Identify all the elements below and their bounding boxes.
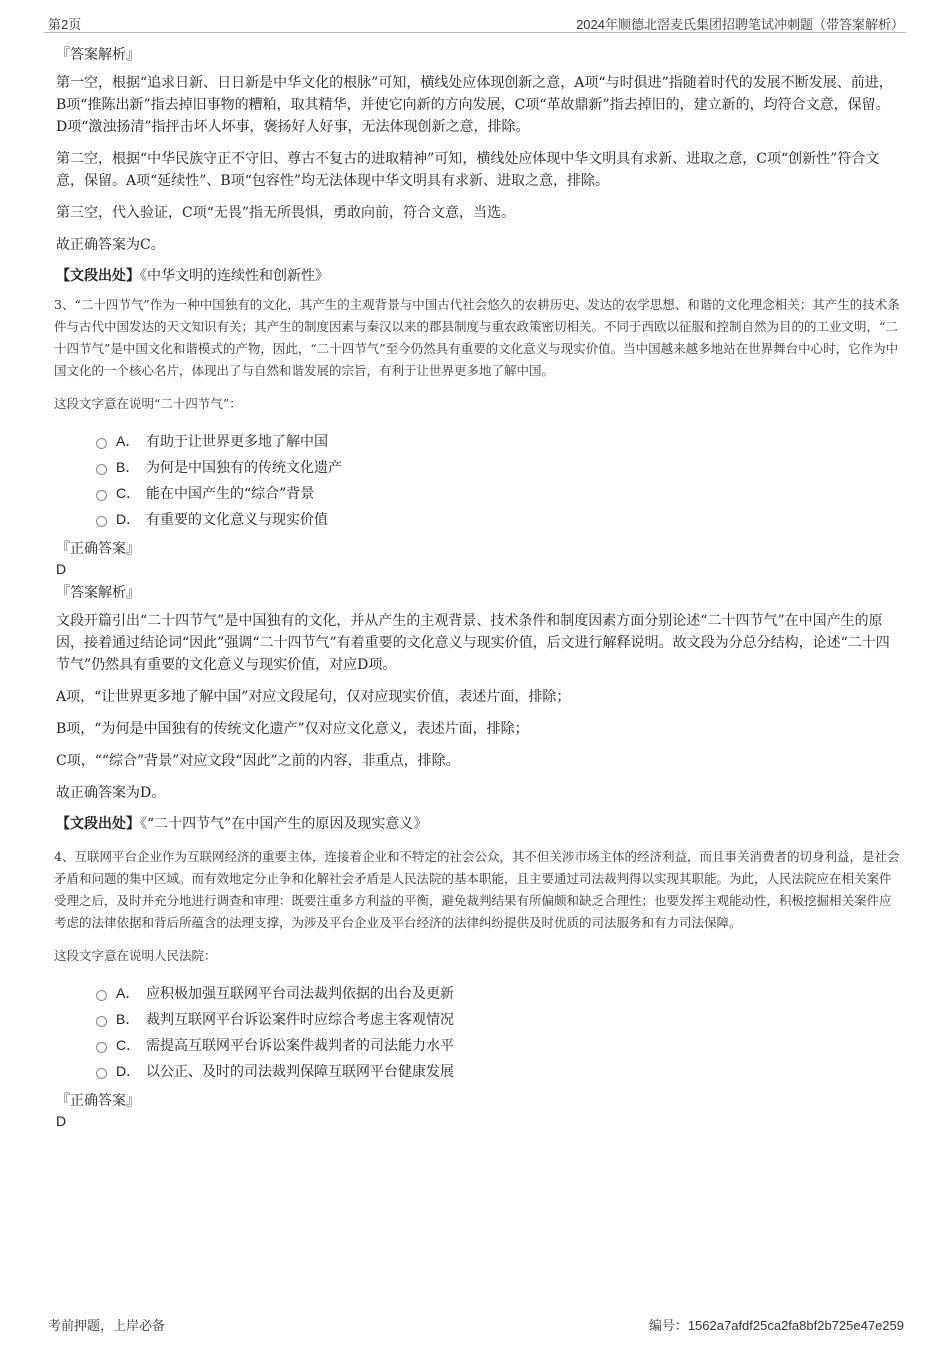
question-3	[56, 294, 900, 834]
q3-analysis-paragraph: C项，““综合”背景”对应文段“因此”之前的内容，非重点，排除。	[56, 753, 460, 769]
q2-source-label: 【文段出处】	[56, 268, 140, 284]
q3-source-label: 【文段出处】	[56, 816, 140, 832]
q3-option-d[interactable]	[96, 506, 900, 532]
q2-analysis-section	[56, 46, 900, 286]
q2-analysis-paragraph: 故正确答案为C。	[56, 237, 165, 253]
radio-icon[interactable]	[96, 990, 107, 1001]
option-text: 能在中国产生的“综合”背景	[146, 486, 315, 502]
q2-analysis-paragraph: 第三空，代入验证，C项“无畏”指无所畏惧，勇敢向前，符合文意，当选。	[56, 205, 516, 221]
page-footer	[44, 1311, 906, 1333]
q2-source	[56, 266, 900, 286]
q4-option-d[interactable]	[96, 1058, 900, 1084]
q3-analysis-label: 『答案解析』	[56, 585, 140, 601]
q4-prompt: 这段文字意在说明人民法院：	[54, 948, 217, 963]
option-letter: D．	[116, 1063, 141, 1079]
radio-icon[interactable]	[96, 1016, 107, 1027]
q3-option-c[interactable]	[96, 480, 900, 506]
q2-analysis-paragraph: 第二空，根据“中华民族守正不守旧、尊古不复古的进取精神”可知，横线处应体现中华文明具有求新、进取之意，C项“创新性”符合文意，保留。A项“延续性”、B项“包容性”均无法体现中华文明具有求新、进取之意，排除。	[56, 151, 880, 189]
q3-answer-label: 『正确答案』	[56, 541, 140, 557]
option-letter: C．	[116, 485, 141, 501]
q2-analysis-label: 『答案解析』	[56, 47, 140, 63]
option-text: 以公正、及时的司法裁判保障互联网平台健康发展	[146, 1064, 454, 1080]
radio-icon[interactable]	[96, 464, 107, 475]
option-text: 裁判互联网平台诉讼案件时应综合考虑主客观情况	[146, 1012, 454, 1028]
q4-answer: D	[56, 1113, 67, 1129]
q3-stem: 3、“二十四节气”作为一种中国独有的文化，其产生的主观背景与中国古代社会悠久的农耕历史、发达的农学思想、和谐的文化理念相关；其产生的技术条件与古代中国发达的天文知识有关；其产生的制度因素与秦汉以来的郡县制度与重农政策密切相关。不同于西欧以征服和控制自然为目的的工业文明，“二十四节气”是中国文化和谐模式的产物，因此，“二十四节气”至今仍然具有重要的文化意义与现实价值。当中国越来越多地站在世界舞台中心时，它作为中国文化的一个核心名片，体现出了与自然和谐发展的宗旨，有利于让世界更多地了解中国。	[54, 297, 900, 378]
q3-analysis-paragraph: 故正确答案为D。	[56, 785, 166, 801]
q3-analysis-paragraph: 文段开篇引出“二十四节气”是中国独有的文化，并从产生的主观背景、技术条件和制度因素方面分别论述“二十四节气”在中国产生的原因，接着通过结论词“因此”强调“二十四节气”有着重要的文化意义与现实价值，后文进行解释说明。故文段为分总分结构，论述“二十四节气”仍然具有重要的文化意义与现实价值，对应D项。	[56, 613, 890, 673]
q2-analysis-paragraph: 第一空，根据“追求日新、日日新是中华文化的根脉”可知，横线处应体现创新之意，A项“与时俱进”指随着时代的发展不断发展、前进，B项“推陈出新”指去掉旧事物的糟粕，取其精华，并使它向新的方向发展，C项“革故鼎新”指去掉旧的，建立新的，均符合文意，保留。D项“激浊扬清”指抨击坏人坏事，褒扬好人好事，无法体现创新之意，排除。	[56, 75, 893, 135]
option-letter: A．	[116, 433, 140, 449]
q4-stem: 4、互联网平台企业作为互联网经济的重要主体，连接着企业和不特定的社会公众，其不但关涉市场主体的经济利益，而且事关消费者的切身利益，是社会矛盾和问题的集中区域。而有效地定分止争和化解社会矛盾是人民法院的基本职能，且主要通过司法裁判得以实现其职能。为此，人民法院应在相关案件受理之后，及时并充分地进行调查和审理：既要注重多方利益的平衡，避免裁判结果有所偏颇和缺乏合理性；也要发挥主观能动性，积极挖掘相关案件应考虑的法律依据和背后所蕴含的法理支撑，为涉及平台企业及平台经济的法律纠纷提供及时优质的司法服务和有力司法保障。	[54, 849, 900, 930]
question-4	[56, 846, 900, 1130]
option-text: 需提高互联网平台诉讼案件裁判者的司法能力水平	[146, 1038, 454, 1054]
q4-options	[96, 980, 900, 1084]
q3-source-text: 《“二十四节气”在中国产生的原因及现实意义》	[140, 816, 428, 832]
radio-icon[interactable]	[96, 1068, 107, 1079]
q3-option-a[interactable]	[96, 428, 900, 454]
q3-analysis-paragraph: B项，“为何是中国独有的传统文化遗产”仅对应文化意义，表述片面，排除；	[56, 721, 529, 737]
option-letter: B．	[116, 1011, 140, 1027]
radio-icon[interactable]	[96, 1042, 107, 1053]
q3-answer: D	[56, 561, 67, 577]
page-header	[44, 10, 906, 33]
q3-prompt: 这段文字意在说明“二十四节气”：	[54, 396, 242, 411]
option-text: 有重要的文化意义与现实价值	[146, 512, 328, 528]
radio-icon[interactable]	[96, 438, 107, 449]
q3-options	[96, 428, 900, 532]
option-text: 应积极加强互联网平台司法裁判依据的出台及更新	[146, 986, 454, 1002]
footer-slogan: 考前押题，上岸必备	[48, 1318, 166, 1333]
document-title: 2024年顺德北滘麦氏集团招聘笔试冲刺题（带答案解析）	[576, 17, 904, 32]
option-letter: B．	[116, 459, 140, 475]
document-id: 编号：1562a7afdf25ca2fa8bf2b725e47e259	[648, 1318, 904, 1333]
q3-analysis-paragraph: A项，“让世界更多地了解中国”对应文段尾句，仅对应现实价值，表述片面，排除；	[56, 689, 571, 705]
page-number: 第2页	[48, 17, 82, 32]
radio-icon[interactable]	[96, 490, 107, 501]
option-text: 为何是中国独有的传统文化遗产	[146, 460, 342, 476]
option-letter: A．	[116, 985, 140, 1001]
option-letter: D．	[116, 511, 141, 527]
q4-option-a[interactable]	[96, 980, 900, 1006]
q3-option-b[interactable]	[96, 454, 900, 480]
option-text: 有助于让世界更多地了解中国	[146, 434, 328, 450]
q4-option-b[interactable]	[96, 1006, 900, 1032]
q2-source-text: 《中华文明的连续性和创新性》	[140, 268, 329, 284]
option-letter: C．	[116, 1037, 141, 1053]
q4-answer-label: 『正确答案』	[56, 1093, 140, 1109]
page-content	[56, 46, 900, 1136]
q3-source	[56, 814, 900, 834]
radio-icon[interactable]	[96, 516, 107, 527]
q4-option-c[interactable]	[96, 1032, 900, 1058]
